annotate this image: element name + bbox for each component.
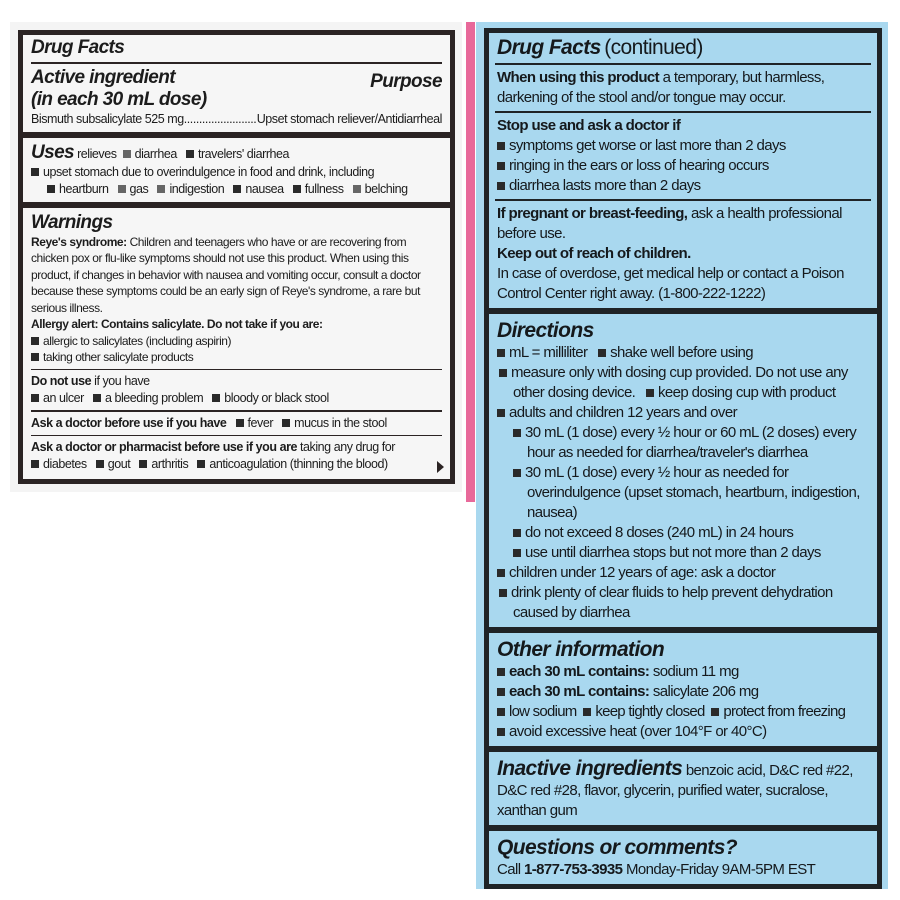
stop-use-section — [489, 114, 877, 198]
other-item: low sodium — [509, 703, 577, 720]
ask-pharmacist-label: Ask a doctor or pharmacist before use if you are — [31, 440, 297, 454]
inactive-heading: Inactive ingredients — [497, 757, 683, 780]
stop-use-label: Stop use and ask a doctor if — [497, 117, 681, 134]
do-not-use-item: an ulcer — [43, 391, 84, 405]
bullet-icon — [646, 389, 654, 397]
bullet-icon — [497, 142, 505, 150]
bullet-icon — [31, 168, 39, 176]
active-ingredient-section — [23, 65, 450, 130]
divider — [495, 63, 871, 65]
use-item: travelers' diarrhea — [197, 146, 290, 161]
bullet-icon — [212, 394, 220, 402]
direction-item: shake well before using — [610, 344, 754, 361]
when-using-section — [489, 66, 877, 110]
ingredient-purpose: Upset stomach reliever/Antidiarrheal — [256, 111, 442, 126]
bullet-icon — [47, 185, 55, 193]
uses-section — [23, 140, 450, 200]
bullet-icon — [139, 460, 147, 468]
ask-doctor-section — [23, 413, 450, 434]
warnings-heading: Warnings — [31, 211, 113, 233]
bullet-icon — [513, 429, 521, 437]
bullet-icon — [236, 419, 244, 427]
bullet-icon — [497, 688, 505, 696]
ask-pharmacist-text: taking any drug for — [300, 440, 396, 454]
title-text: Drug Facts — [497, 36, 601, 59]
do-not-use-text: if you have — [94, 374, 150, 388]
bullet-icon — [711, 708, 719, 716]
ask-pharmacist-item: arthritis — [151, 457, 189, 471]
other-item: avoid excessive heat (over 104°F or 40°C) — [509, 723, 767, 740]
bullet-icon — [499, 369, 507, 377]
bullet-icon — [497, 728, 505, 736]
bullet-icon — [497, 182, 505, 190]
pregnancy-section — [489, 202, 877, 306]
ask-pharmacist-section — [23, 437, 450, 479]
bullet-icon — [233, 185, 241, 193]
warnings-section — [23, 210, 450, 368]
questions-heading: Questions or comments? — [497, 836, 738, 859]
bullet-icon — [497, 708, 505, 716]
bullet-icon — [499, 589, 507, 597]
ingredient-name: Bismuth subsalicylate 525 mg — [31, 111, 184, 126]
bullet-icon — [31, 353, 39, 361]
continued-title — [489, 33, 877, 62]
sodium-label: each 30 mL contains: — [509, 663, 650, 680]
ask-pharmacist-item: diabetes — [43, 457, 87, 471]
continued-arrow-icon — [437, 461, 444, 473]
use-subitem: heartburn — [59, 181, 109, 196]
bullet-icon — [293, 185, 301, 193]
direction-item: keep dosing cup with product — [657, 384, 836, 401]
adult-dose-item: 30 mL (1 dose) every ½ hour or 60 mL (2 doses) every hour as needed for diarrhea/traveler's diarrhea — [525, 424, 857, 461]
active-heading-line1: Active ingredient — [31, 66, 175, 88]
overdose-text: In case of overdose, get medical help or contact a Poison Control Center right away. (1-800-222-1222) — [497, 265, 844, 302]
bullet-icon — [31, 337, 39, 345]
divider — [31, 410, 442, 412]
reye-text: Children and teenagers who have or are recovering from chicken pox or flu-like symptoms should not use this product. When using this product, if changes in behavior with nausea and vomiting occur, consult a doctor because these symptoms could be an early sign of Reye's syndrome, a rare but serious illness. — [31, 234, 421, 315]
allergy-item: taking other salicylate products — [43, 350, 194, 364]
bullet-icon — [157, 185, 165, 193]
divider — [489, 308, 877, 314]
direction-item: adults and children 12 years and over — [509, 404, 737, 421]
purpose-heading: Purpose — [370, 70, 442, 92]
divider — [23, 132, 450, 138]
other-item: protect from freezing — [723, 703, 846, 720]
direction-item: mL = milliliter — [509, 344, 588, 361]
bullet-icon — [353, 185, 361, 193]
drug-facts-title — [23, 35, 450, 61]
sodium-text: sodium 11 mg — [652, 663, 739, 680]
bullet-icon — [31, 394, 39, 402]
when-using-label: When using this product — [497, 69, 660, 86]
stop-use-item: symptoms get worse or last more than 2 days — [509, 137, 786, 154]
bullet-icon — [96, 460, 104, 468]
hours-text: Monday-Friday 9AM-5PM EST — [625, 861, 816, 878]
bullet-icon — [123, 150, 131, 158]
divider — [489, 825, 877, 831]
bullet-icon — [197, 460, 205, 468]
divider — [495, 111, 871, 113]
direction-item: children under 12 years of age: ask a doctor — [509, 564, 776, 581]
call-label: Call — [497, 861, 521, 878]
active-heading-line2: (in each 30 mL dose) — [31, 88, 207, 110]
drug-facts-panel-right — [476, 22, 888, 889]
divider — [31, 62, 442, 64]
bullet-icon — [118, 185, 126, 193]
ask-doctor-label: Ask a doctor before use if you have — [31, 415, 227, 430]
divider — [495, 199, 871, 201]
direction-item: drink plenty of clear fluids to help prevent dehydration caused by diarrhea — [511, 584, 833, 621]
inactive-ingredients-section — [489, 754, 877, 823]
use-subitem: fullness — [304, 181, 344, 196]
allergy-item: allergic to salicylates (including aspirin) — [43, 333, 232, 348]
bullet-icon — [282, 419, 290, 427]
divider — [31, 369, 442, 371]
title-text: Drug Facts — [31, 37, 125, 58]
bullet-icon — [497, 569, 505, 577]
ask-doctor-item: fever — [247, 415, 274, 430]
salicylate-text: salicylate 206 mg — [652, 683, 759, 700]
ask-pharmacist-item: anticoagulation (thinning the blood) — [209, 457, 388, 471]
active-heading — [31, 67, 207, 111]
salicylate-label: each 30 mL contains: — [509, 683, 650, 700]
directions-section — [489, 316, 877, 625]
use-subitem: nausea — [245, 181, 284, 196]
directions-heading: Directions — [497, 319, 594, 342]
ingredient-row — [31, 111, 442, 128]
title-suffix: (continued) — [604, 36, 703, 59]
use-item: upset stomach due to overindulgence in food and drink, including — [43, 164, 375, 179]
uses-heading: Uses — [31, 141, 75, 163]
bullet-icon — [31, 460, 39, 468]
adult-dose-item: do not exceed 8 doses (240 mL) in 24 hours — [525, 524, 794, 541]
bullet-icon — [186, 150, 194, 158]
bullet-icon — [497, 668, 505, 676]
questions-section — [489, 833, 877, 884]
ask-doctor-item: mucus in the stool — [294, 415, 387, 430]
phone-number: 1-877-753-3935 — [524, 861, 623, 878]
drug-facts-panel-left — [10, 22, 462, 492]
do-not-use-item: a bleeding problem — [104, 391, 204, 405]
when-using-text: a temporary, but harmless, darkening of the stool and/or tongue may occur. — [497, 69, 825, 106]
divider — [489, 746, 877, 752]
divider — [23, 202, 450, 208]
drug-facts-frame-continued — [484, 28, 882, 889]
adult-dose-item: use until diarrhea stops but not more than 2 days — [525, 544, 821, 561]
reye-warning — [31, 234, 442, 317]
bullet-icon — [513, 529, 521, 537]
bullet-icon — [497, 409, 505, 417]
uses-intro: relieves — [77, 146, 117, 161]
package-edge-accent — [466, 22, 475, 502]
allergy-alert: Allergy alert: Contains salicylate. Do not take if you are: — [31, 317, 323, 331]
ask-pharmacist-item: gout — [107, 457, 131, 471]
bullet-icon — [497, 349, 505, 357]
divider — [489, 627, 877, 633]
bullet-icon — [497, 162, 505, 170]
pregnant-label: If pregnant or breast-feeding, — [497, 205, 688, 222]
stop-use-item: ringing in the ears or loss of hearing occurs — [509, 157, 769, 174]
do-not-use-item: bloody or black stool — [224, 391, 329, 405]
use-item: diarrhea — [134, 146, 177, 161]
divider — [31, 435, 442, 437]
other-heading: Other information — [497, 638, 665, 661]
keep-out-of-reach: Keep out of reach of children. — [497, 245, 691, 262]
direction-item: measure only with dosing cup provided. Do not use any other dosing device. — [511, 364, 848, 401]
leader-dots — [184, 111, 257, 128]
reye-label: Reye's syndrome: — [31, 234, 127, 249]
bullet-icon — [93, 394, 101, 402]
other-item: keep tightly closed — [595, 703, 705, 720]
drug-facts-frame — [18, 30, 455, 484]
do-not-use-section — [23, 371, 450, 409]
do-not-use-label: Do not use — [31, 374, 92, 388]
use-subitem: indigestion — [169, 181, 225, 196]
adult-dose-item: 30 mL (1 dose) every ½ hour as needed for overindulgence (upset stomach, heartburn, indigestion, nausea) — [525, 464, 860, 521]
pregnant-text: ask a health professional before use. — [497, 205, 842, 242]
bullet-icon — [513, 549, 521, 557]
other-information-section — [489, 635, 877, 744]
bullet-icon — [583, 708, 591, 716]
use-subitem: belching — [364, 181, 408, 196]
inactive-text: benzoic acid, D&C red #22, D&C red #28, flavor, glycerin, purified water, sucralose, xanthan gum — [497, 762, 853, 819]
bullet-icon — [598, 349, 606, 357]
use-subitem: gas — [129, 181, 149, 196]
bullet-icon — [513, 469, 521, 477]
stop-use-item: diarrhea lasts more than 2 days — [509, 177, 701, 194]
